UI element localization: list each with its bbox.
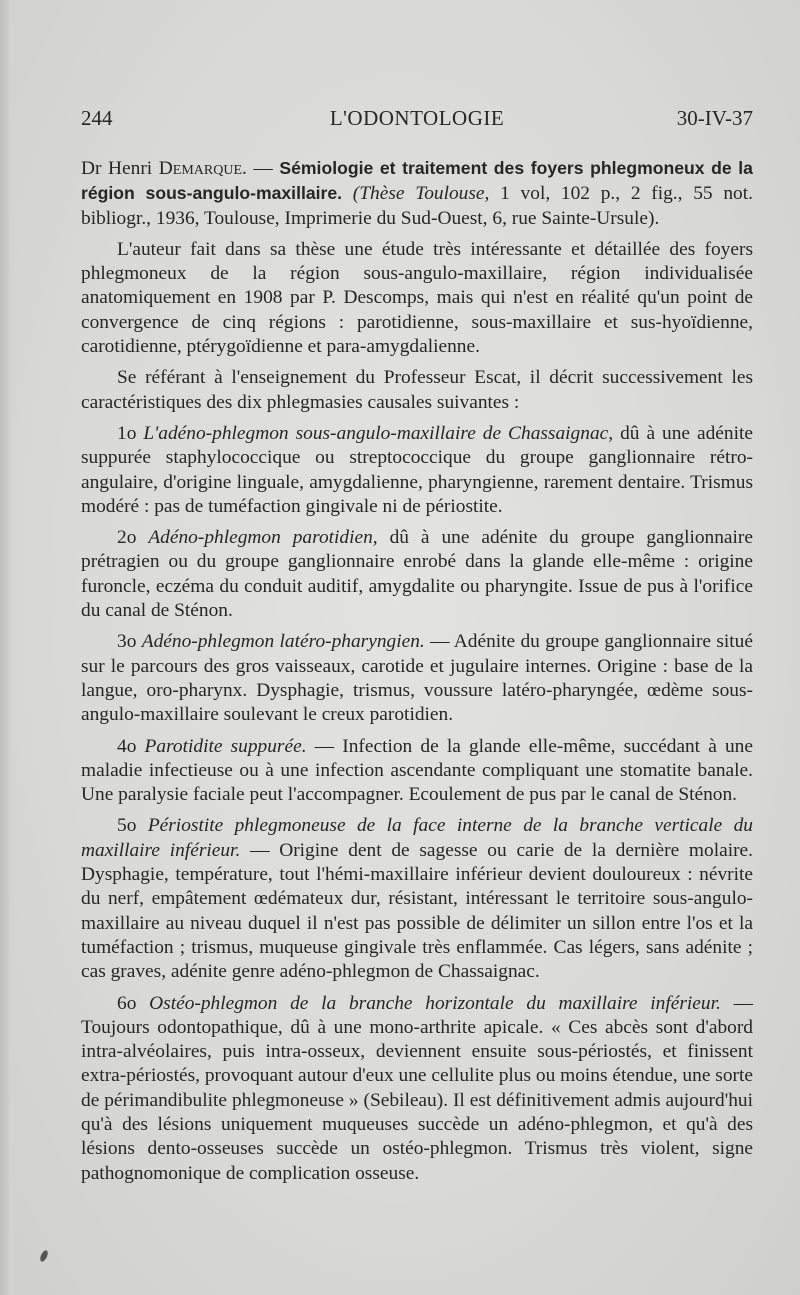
running-header	[81, 106, 753, 136]
citation-source: (Thèse Toulouse,	[352, 183, 490, 205]
journal-title: L'ODONTOLOGIE	[329, 106, 505, 130]
item-number: 3o	[117, 631, 137, 653]
page-number: 244	[81, 106, 113, 130]
item-text: — Origine dent de sagesse ou carie de la dernière molaire. Dysphagie, température, tout l'hémi-maxillaire inférieur devient douloureux : névrite du nerf, empâtement œdémateux dur, résistant, intéressant le territoire sous-angulo-maxillaire au niveau duquel il n'est pas possible de délimiter un sillon entre l'os et la tuméfaction ; trismus, muqueuse gingivale très enflammée. Cas légers, sans adénite ; cas graves, adénite genre adéno-phlegmon de Chassaignac.	[81, 839, 753, 983]
item-title: Adéno-phlegmon parotidien,	[148, 527, 378, 549]
item-number: 2o	[117, 527, 137, 549]
author-surname: Demarque.	[158, 158, 247, 179]
entry-dash: —	[253, 158, 273, 179]
item-5	[81, 814, 753, 984]
item-text: — Adénite du groupe ganglionnaire situé sur le parcours des gros vaisseaux, carotide et jugulaire internes. Origine : base de la langue, oro-pharynx. Dysphagie, trismus, voussure latéro-pharyngée, œdème sous-angulo-maxillaire soulevant le creux parotidien.	[81, 631, 753, 726]
item-title: Parotidite suppurée.	[144, 735, 307, 757]
item-4	[81, 735, 753, 808]
item-text: dû à une adénite suppurée staphylococcique ou streptococcique du groupe ganglionnaire rétro-angulaire, d'origine linguale, amygdalienne, pharyngienne, rarement dentaire. Trismus modéré : pas de tuméfaction gingivale ni de périostite.	[81, 422, 753, 517]
thesis-title: Sémiologie et traitement des foyers phlegmoneux de la région sous-angulo-maxillaire.	[81, 158, 753, 204]
item-6	[81, 992, 753, 1186]
item-3	[81, 630, 753, 727]
issue-date: 30-IV-37	[676, 106, 753, 130]
item-title: Périostite phlegmoneuse de la face interne de la branche verticale du maxillaire inférieur.	[81, 815, 753, 861]
bibliographic-entry	[81, 156, 753, 231]
item-text: dû à une adénite du groupe ganglionnaire prétragien ou du groupe ganglionnaire enrobé dans la glande elle-même : origine furoncle, eczéma du conduit auditif, amygdalite ou pharyngite. Issue de pus à l'orifice du canal de Sténon.	[81, 527, 753, 622]
item-text: — Toujours odontopathique, dû à une mono-arthrite apicale. « Ces abcès sont d'abord intra-alvéolaires, puis intra-osseux, deviennent ensuite sous-périostés, et finissent extra-périostés, provoquant autour d'eux une cellulite plus ou moins étendue, une sorte de périmandibulite phlegmoneuse » (Sebileau). Il est définitivement admis aujourd'hui qu'à des lésions uniquement muqueuses succède un adéno-phlegmon, et qu'à des lésions dento-osseuses succède un ostéo-phlegmon. Trismus très violent, signe pathognomonique de complication osseuse.	[81, 992, 753, 1184]
item-title: L'adéno-phlegmon sous-angulo-maxillaire de Chassaignac,	[143, 422, 614, 444]
ink-speck	[39, 1249, 50, 1262]
item-2	[81, 526, 753, 623]
item-number: 4o	[117, 735, 137, 757]
article-body	[81, 156, 753, 1193]
item-number: 5o	[117, 815, 137, 837]
item-text: — Infection de la glande elle-même, succédant à une maladie infectieuse ou à une infection ascendante compliquant une stomatite banale. Une paralysie faciale peut l'accompagner. Ecoulement de pus par le canal de Sténon.	[81, 735, 753, 806]
item-title: Ostéo-phlegmon de la branche horizontale du maxillaire inférieur.	[149, 992, 721, 1014]
paragraph-escat: Se référant à l'enseignement du Professeur Escat, il décrit successivement les caractéristiques des dix phlegmasies causales suivantes :	[81, 367, 753, 413]
citation-details: 1 vol, 102 p., 2 fig., 55 not. bibliogr., 1936, Toulouse, Imprimerie du Sud-Ouest, 6, rue Sainte-Ursule).	[81, 183, 753, 229]
paragraph-intro: L'auteur fait dans sa thèse une étude très intéressante et détaillée des foyers phlegmoneux de la région sous-angulo-maxillaire, région individualisée anatomiquement en 1908 par P. Descomps, mais qui n'est en réalité qu'un point de convergence de cinq régions : parotidienne, sous-maxillaire et sus-hyoïdienne, carotidienne, ptérygoïdienne et para-amygdalienne.	[81, 238, 753, 358]
item-number: 1o	[117, 422, 137, 444]
author-prefix: Dr Henri	[81, 158, 153, 179]
page-edge-shadow	[0, 0, 14, 1295]
item-title: Adéno-phlegmon latéro-pharyngien.	[141, 631, 425, 653]
item-1	[81, 422, 753, 519]
item-number: 6o	[117, 992, 137, 1014]
